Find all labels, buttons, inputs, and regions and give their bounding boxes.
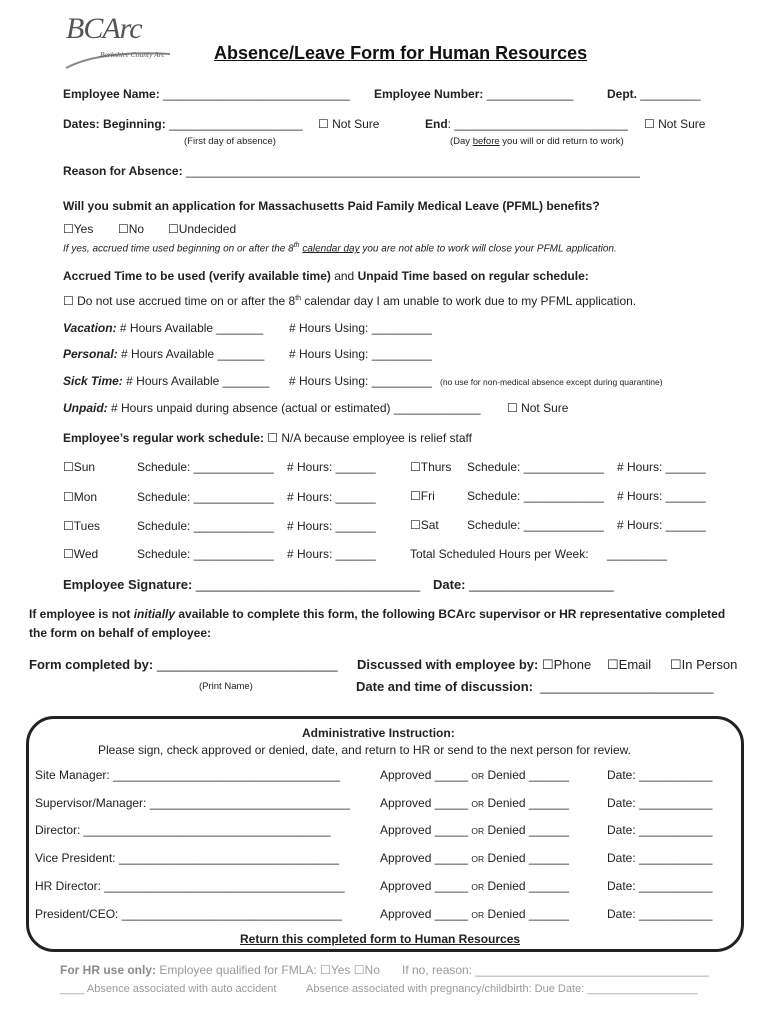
sick-label: Sick Time: (63, 374, 123, 388)
thurs-schedule-field[interactable]: Schedule: ____________ (467, 460, 604, 474)
denied-field[interactable]: Denied ______ (487, 796, 569, 810)
admin-row-label: President/CEO: (35, 907, 119, 921)
approved-field[interactable]: Approved _____ (380, 851, 469, 865)
relief-staff-checkbox[interactable]: ☐ N/A because employee is relief staff (263, 431, 472, 445)
pfml-no-checkbox[interactable]: ☐No (118, 222, 145, 236)
beginning-field[interactable]: ____________________ (169, 117, 303, 131)
hr-use-row (60, 963, 380, 977)
admin-row-signature-field[interactable]: _____________________________________ (80, 823, 331, 837)
wed-checkbox[interactable]: ☐Wed (63, 547, 99, 561)
admin-row-signature-field[interactable]: __________________________________ (109, 768, 340, 782)
employee-number-group (374, 87, 573, 101)
day-note-before: before (472, 136, 500, 147)
fri-schedule-field[interactable]: Schedule: ____________ (467, 489, 604, 503)
end-field[interactable]: __________________________ (454, 117, 628, 131)
admin-row-2-signature (35, 823, 331, 837)
pfml-note-calendar-day: calendar day (302, 243, 360, 255)
admin-row-4-date (607, 879, 712, 893)
employee-number-field[interactable]: _____________ (486, 87, 574, 101)
behalf-text-initially: initially (133, 607, 176, 621)
admin-row-label: Supervisor/Manager: (35, 796, 147, 810)
pfml-question: Will you submit an application for Massachusetts Paid Family Medical Leave (PFML) benefits? (63, 199, 600, 213)
day-note-post: you will or did return to work) (499, 136, 624, 147)
sun-checkbox[interactable]: ☐Sun (63, 460, 96, 474)
pfml-undecided-checkbox[interactable]: ☐Undecided (168, 222, 237, 236)
day-before-note (450, 136, 624, 147)
admin-date-field[interactable]: Date: ___________ (607, 768, 713, 782)
signature-date-row (433, 577, 614, 592)
admin-row-0-decision (380, 768, 569, 782)
discussed-row (357, 657, 591, 673)
logo-mark: BCArc (66, 12, 142, 45)
employee-name-field[interactable]: ____________________________ (163, 87, 350, 101)
date-time-field[interactable]: ________________________ (540, 679, 714, 694)
behalf-text-1: If employee is not (29, 607, 134, 621)
signature-label: Employee Signature: (63, 577, 193, 592)
mon-schedule-field[interactable]: Schedule: ____________ (137, 490, 274, 504)
accrued-heading-2: Unpaid Time based on regular schedule: (357, 269, 589, 283)
reason-label: Reason for Absence: (63, 164, 183, 178)
page-title: Absence/Leave Form for Human Resources (214, 43, 588, 63)
reason-field[interactable]: ____________________________________________________________________ (185, 164, 640, 178)
signature-field[interactable]: _______________________________ (192, 577, 421, 592)
not-sure-begin-checkbox[interactable]: ☐ Not Sure (318, 117, 380, 131)
denied-field[interactable]: Denied ______ (487, 851, 569, 865)
or-label: OR (471, 826, 485, 836)
dept-group (607, 87, 700, 101)
discussed-label: Discussed with employee by: (357, 657, 539, 672)
accrued-heading (63, 269, 589, 283)
total-hours-label: Total Scheduled Hours per Week: (410, 547, 589, 561)
admin-row-0-signature (35, 768, 340, 782)
admin-date-field[interactable]: Date: ___________ (607, 907, 713, 921)
sick-available-field[interactable]: # Hours Available _______ (122, 374, 270, 388)
dept-label: Dept. (607, 87, 637, 101)
employee-name-label: Employee Name: (63, 87, 160, 101)
sick-available (63, 374, 269, 388)
admin-row-signature-field[interactable]: _________________________________ (118, 907, 342, 921)
accrued-heading-1: Accrued Time to be used (verify available time) (63, 269, 331, 283)
unpaid-field[interactable]: # Hours unpaid during absence (actual or estimated) _____________ (107, 401, 481, 415)
vacation-available (63, 321, 263, 335)
admin-date-field[interactable]: Date: ___________ (607, 879, 713, 893)
admin-date-field[interactable]: Date: ___________ (607, 823, 713, 837)
end-group (425, 117, 628, 131)
completed-by-field[interactable]: _________________________ (153, 657, 338, 672)
pfml-note-1: If yes, accrued time used beginning on or after the 8 (63, 243, 294, 255)
thurs-checkbox[interactable]: ☐Thurs (410, 460, 452, 474)
or-label: OR (471, 882, 485, 892)
date-time-row (356, 679, 533, 694)
dates-label: Dates: (63, 117, 100, 131)
sick-note: (no use for non-medical absence except during quarantine) (440, 377, 663, 387)
first-day-note: (First day of absence) (184, 136, 276, 147)
admin-row-1-date (607, 796, 712, 810)
admin-row-5-date (607, 907, 712, 921)
signature-row (63, 577, 420, 592)
no-accrued-sup: th (295, 295, 302, 302)
dates-beginning (63, 117, 303, 131)
admin-row-label: HR Director: (35, 879, 102, 893)
mon-hours-field[interactable]: # Hours: ______ (287, 490, 376, 504)
day-note-pre: (Day (450, 136, 473, 147)
fmla-no-checkbox[interactable]: ☐No (350, 963, 380, 977)
approved-field[interactable]: Approved _____ (380, 879, 469, 893)
mon-checkbox[interactable]: ☐Mon (63, 490, 98, 504)
behalf-text (29, 607, 725, 621)
admin-row-0-date (607, 768, 712, 782)
admin-row-signature-field[interactable]: ______________________________ (146, 796, 350, 810)
accrued-heading-and: and (330, 269, 358, 283)
signature-date-label: Date: (433, 577, 466, 592)
sat-checkbox[interactable]: ☐Sat (410, 518, 439, 532)
admin-row-2-decision (380, 823, 569, 837)
admin-row-label: Director: (35, 823, 81, 837)
admin-instruction: Please sign, check approved or denied, date, and return to HR or send to the next person for review. (98, 743, 631, 757)
return-instruction: Return this completed form to Human Resources (240, 932, 521, 946)
or-label: OR (471, 910, 485, 920)
denied-field[interactable]: Denied ______ (487, 768, 569, 782)
tues-schedule-field[interactable]: Schedule: ____________ (137, 519, 274, 533)
sat-hours-field[interactable]: # Hours: ______ (617, 518, 706, 532)
admin-row-label: Site Manager: (35, 768, 110, 782)
unpaid-row (63, 401, 481, 415)
reason-row (63, 164, 640, 178)
personal-using-field[interactable]: # Hours Using: _________ (289, 347, 432, 361)
beginning-label: Beginning: (103, 117, 166, 131)
approved-field[interactable]: Approved _____ (380, 823, 469, 837)
email-checkbox[interactable]: ☐Email (607, 657, 652, 672)
logo-subtitle: Berkshire County Arc (100, 50, 165, 59)
admin-row-3-date (607, 851, 712, 865)
or-label: OR (471, 799, 485, 809)
fri-checkbox[interactable]: ☐Fri (410, 489, 435, 503)
admin-row-5-decision (380, 907, 569, 921)
denied-field[interactable]: Denied ______ (487, 907, 569, 921)
admin-row-3-signature (35, 851, 339, 865)
signature-date-field[interactable]: ____________________ (465, 577, 614, 592)
admin-row-2-date (607, 823, 712, 837)
admin-row-3-decision (380, 851, 569, 865)
auto-accident-field[interactable]: ____ Absence associated with auto accident (60, 983, 277, 995)
admin-row-5-signature (35, 907, 342, 921)
pfml-note-2: you are not able to work will close your PFML application. (359, 243, 617, 255)
schedule-heading (63, 431, 472, 445)
no-accrued-text-1: ☐ Do not use accrued time on or after the 8 (63, 294, 296, 308)
admin-row-1-decision (380, 796, 569, 810)
approved-field[interactable]: Approved _____ (380, 796, 469, 810)
date-time-label: Date and time of discussion: (356, 679, 533, 694)
personal-available (63, 347, 264, 361)
thurs-hours-field[interactable]: # Hours: ______ (617, 460, 706, 474)
sun-schedule-field[interactable]: Schedule: ____________ (137, 460, 274, 474)
sick-using-field[interactable]: # Hours Using: _________ (289, 374, 432, 388)
completed-by-row (29, 657, 338, 672)
tues-checkbox[interactable]: ☐Tues (63, 519, 100, 533)
vacation-label: Vacation: (63, 321, 117, 335)
phone-checkbox[interactable]: ☐Phone (538, 657, 592, 672)
print-name-note: (Print Name) (199, 681, 253, 692)
personal-label: Personal: (63, 347, 118, 361)
admin-row-signature-field[interactable]: _________________________________ (115, 851, 340, 865)
pregnancy-field[interactable]: Absence associated with pregnancy/childbirth: Due Date: __________________ (306, 983, 698, 995)
pfml-note (63, 242, 617, 254)
admin-heading: Administrative Instruction: (302, 726, 455, 740)
employee-row (63, 87, 350, 101)
vacation-available-field[interactable]: # Hours Available _______ (116, 321, 264, 335)
admin-row-label: Vice President: (35, 851, 116, 865)
wed-hours-field[interactable]: # Hours: ______ (287, 547, 376, 561)
fri-hours-field[interactable]: # Hours: ______ (617, 489, 706, 503)
not-sure-end-checkbox[interactable]: ☐ Not Sure (644, 117, 706, 131)
approved-field[interactable]: Approved _____ (380, 768, 469, 782)
pfml-yes-checkbox[interactable]: ☐Yes (63, 222, 94, 236)
fmla-yes-checkbox[interactable]: ☐Yes (320, 963, 351, 977)
completed-by-label: Form completed by: (29, 657, 154, 672)
admin-row-4-signature (35, 879, 345, 893)
pfml-note-sup: th (293, 242, 300, 249)
behalf-text-3: the form on behalf of employee: (29, 626, 212, 640)
approved-field[interactable]: Approved _____ (380, 907, 469, 921)
admin-date-field[interactable]: Date: ___________ (607, 851, 713, 865)
fmla-reason-field[interactable]: If no, reason: ___________________________________ (402, 963, 709, 977)
fmla-qualified-label: Employee qualified for FMLA: (156, 963, 321, 977)
schedule-heading-label: Employee’s regular work schedule: (63, 431, 264, 445)
no-accrued-text-2: calendar day I am unable to work due to my PFML application. (301, 294, 637, 308)
denied-field[interactable]: Denied ______ (487, 879, 569, 893)
employee-number-label: Employee Number: (374, 87, 484, 101)
behalf-text-2: available to complete this form, the following BCArc supervisor or HR representative completed (175, 607, 726, 621)
total-hours-field[interactable]: _________ (607, 547, 668, 561)
denied-field[interactable]: Denied ______ (487, 823, 569, 837)
admin-date-field[interactable]: Date: ___________ (607, 796, 713, 810)
personal-available-field[interactable]: # Hours Available _______ (117, 347, 265, 361)
or-label: OR (471, 771, 485, 781)
admin-row-4-decision (380, 879, 569, 893)
no-accrued-checkbox[interactable] (63, 294, 636, 308)
dept-field[interactable]: _________ (640, 87, 701, 101)
sat-schedule-field[interactable]: Schedule: ____________ (467, 518, 604, 532)
unpaid-label: Unpaid: (63, 401, 108, 415)
or-label: OR (471, 854, 485, 864)
vacation-using-field[interactable]: # Hours Using: _________ (289, 321, 432, 335)
in-person-checkbox[interactable]: ☐In Person (670, 657, 738, 672)
hr-use-label: For HR use only: (60, 963, 157, 977)
unpaid-not-sure-checkbox[interactable]: ☐ Not Sure (507, 401, 569, 415)
sun-hours-field[interactable]: # Hours: ______ (287, 460, 376, 474)
end-colon: : (447, 117, 452, 131)
admin-row-signature-field[interactable]: ____________________________________ (101, 879, 345, 893)
end-label: End (425, 117, 448, 131)
admin-row-1-signature (35, 796, 350, 810)
wed-schedule-field[interactable]: Schedule: ____________ (137, 547, 274, 561)
tues-hours-field[interactable]: # Hours: ______ (287, 519, 376, 533)
